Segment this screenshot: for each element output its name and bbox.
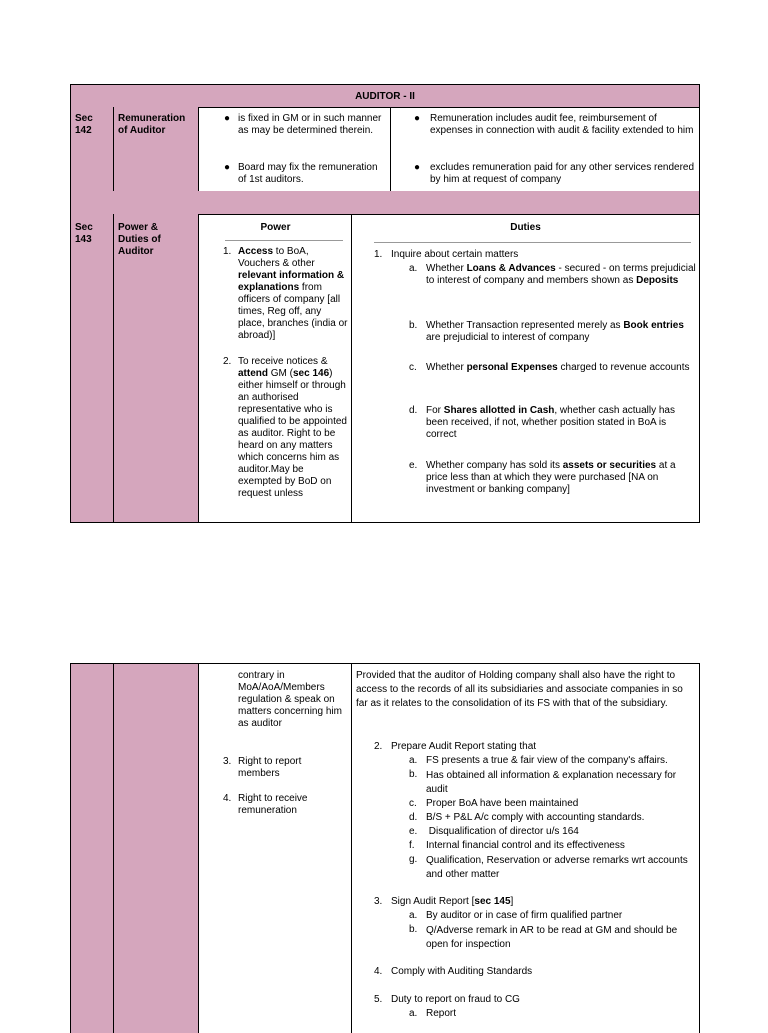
table-title: AUDITOR - II — [355, 91, 415, 102]
duty-sub-letter: d. — [409, 405, 418, 416]
power-cell — [198, 214, 352, 523]
duty-sub-letter: a. — [409, 1008, 418, 1019]
sec-143-label: Sec 143 — [75, 222, 93, 245]
duty-sub-item: Has obtained all information & explanation necessary for audit — [426, 770, 677, 795]
duty-sub-letter: a. — [409, 910, 418, 921]
duties-cell — [351, 214, 700, 523]
duty-sub-letter: g. — [409, 854, 418, 865]
duty-sub-item: Disqualification of director u/s 164 — [426, 826, 579, 837]
duties-header-rule — [374, 242, 691, 243]
power-item-report: Right to report members — [238, 756, 302, 779]
power-item-number: 4. — [223, 793, 232, 804]
duty-item-fraud: Duty to report on fraud to CG — [391, 994, 520, 1005]
duty-sub-personal-expenses: Whether personal Expenses charged to revenue accounts — [426, 362, 690, 373]
duty-item-sign-report: Sign Audit Report [sec 145] — [391, 896, 514, 907]
sec-143-cell — [70, 214, 114, 523]
duty-sub-item: By auditor or in case of firm qualified partner — [426, 910, 623, 921]
power-item-notices: To receive notices & attend GM (sec 146) either himself or through an authorised representative who is qualified to be appointed as auditor. Right to be heard on any matters which concerns him as auditor.May be exempted by BoD on request unless — [238, 356, 347, 499]
duty-item-number: 4. — [374, 966, 383, 977]
sec-142-label: Sec 142 — [75, 113, 93, 136]
duty-sub-item: Qualification, Reservation or adverse remarks wrt accounts and other matter — [426, 855, 688, 880]
bullet-text: is fixed in GM or in such manner as may be determined therein. — [238, 113, 382, 136]
topic-cell-continued — [113, 663, 199, 1033]
sec-142-cell — [70, 107, 114, 192]
remuneration-topic: Remuneration of Auditor — [118, 113, 186, 136]
remuneration-left-cell — [198, 107, 391, 192]
bullet-text: Remuneration includes audit fee, reimbursement of expenses in connection with audit & facility extended to him — [430, 113, 694, 136]
bullet-icon: ● — [414, 113, 421, 124]
bullet-icon: ● — [414, 162, 421, 173]
duty-item-number: 5. — [374, 994, 383, 1005]
duty-sub-item: Q/Adverse remark in AR to be read at GM and should be open for inspection — [426, 925, 678, 950]
duty-sub-item: Report — [426, 1008, 457, 1019]
bullet-text: excludes remuneration paid for any other services rendered by him at request of company — [430, 162, 695, 185]
duty-sub-letter: a. — [409, 263, 418, 274]
sec-cell-continued — [70, 663, 114, 1033]
duty-item-inquire: Inquire about certain matters — [391, 249, 519, 260]
bullet-icon: ● — [224, 162, 231, 173]
duty-sub-letter: e. — [409, 826, 418, 837]
duties-cell-continued — [351, 663, 700, 1033]
table-title-row — [70, 84, 700, 108]
duty-item-auditing-standards: Comply with Auditing Standards — [391, 966, 533, 977]
duty-item-number: 2. — [374, 741, 383, 752]
spacer-row — [70, 191, 700, 215]
remuneration-right-cell — [390, 107, 700, 192]
duty-item-audit-report: Prepare Audit Report stating that — [391, 741, 537, 752]
power-item-number: 3. — [223, 756, 232, 767]
duty-sub-letter: b. — [409, 769, 418, 780]
bullet-text: Board may fix the remuneration of 1st auditors. — [238, 162, 378, 185]
duty-sub-letter: e. — [409, 460, 418, 471]
remuneration-topic-cell — [113, 107, 199, 192]
duty-sub-letter: d. — [409, 812, 418, 823]
duty-sub-book-entries: Whether Transaction represented merely as Book entries are prejudicial to interest of company — [426, 320, 684, 343]
duty-sub-letter: f. — [409, 840, 415, 851]
duty-sub-letter: a. — [409, 755, 418, 766]
duty-sub-letter: c. — [409, 798, 417, 809]
duty-sub-assets-securities: Whether company has sold its assets or securities at a price less than at which they were purchased [NA on investment or banking company] — [426, 460, 676, 495]
power-item-remuneration: Right to receive remuneration — [238, 793, 308, 816]
power-cell-continued — [198, 663, 352, 1033]
duties-header: Duties — [510, 222, 541, 233]
duty-sub-shares-cash: For Shares allotted in Cash, whether cash actually has been received, if not, whether position stated in BoA is correct — [426, 405, 675, 440]
bullet-icon: ● — [224, 113, 231, 124]
power-header: Power — [260, 222, 291, 233]
duty-item-number: 1. — [374, 249, 383, 260]
duty-sub-item: Internal financial control and its effectiveness — [426, 840, 625, 851]
duty-item-number: 3. — [374, 896, 383, 907]
duty-sub-letter: c. — [409, 362, 417, 373]
duty-sub-loans: Whether Loans & Advances - secured - on terms prejudicial to interest of company and members shown as Deposits — [426, 263, 696, 286]
power-duties-topic-cell — [113, 214, 199, 523]
duty-sub-letter: b. — [409, 320, 418, 331]
duty-sub-item: B/S + P&L A/c comply with accounting standards. — [426, 812, 645, 823]
power-item-access: Access to BoA, Vouchers & other relevant information & explanations from officers of company [all times, Reg off, any place, branches (india or abroad)] — [238, 246, 348, 341]
power-continued-text: contrary in MoA/AoA/Members regulation & speak on matters concerning him as auditor — [238, 670, 342, 729]
holding-company-proviso: Provided that the auditor of Holding company shall also have the right to access to the records of all its subsidiaries and associate companies in so far as it relates to the consolidation of its FS with that of the subsidiary. — [356, 670, 683, 709]
power-item-number: 1. — [223, 246, 232, 257]
duty-sub-item: FS presents a true & fair view of the company's affairs. — [426, 755, 668, 766]
duty-sub-letter: b. — [409, 924, 418, 935]
power-duties-topic: Power & Duties of Auditor — [118, 222, 161, 257]
duty-sub-item: Proper BoA have been maintained — [426, 798, 579, 809]
power-header-rule — [225, 240, 343, 241]
power-item-number: 2. — [223, 356, 232, 367]
